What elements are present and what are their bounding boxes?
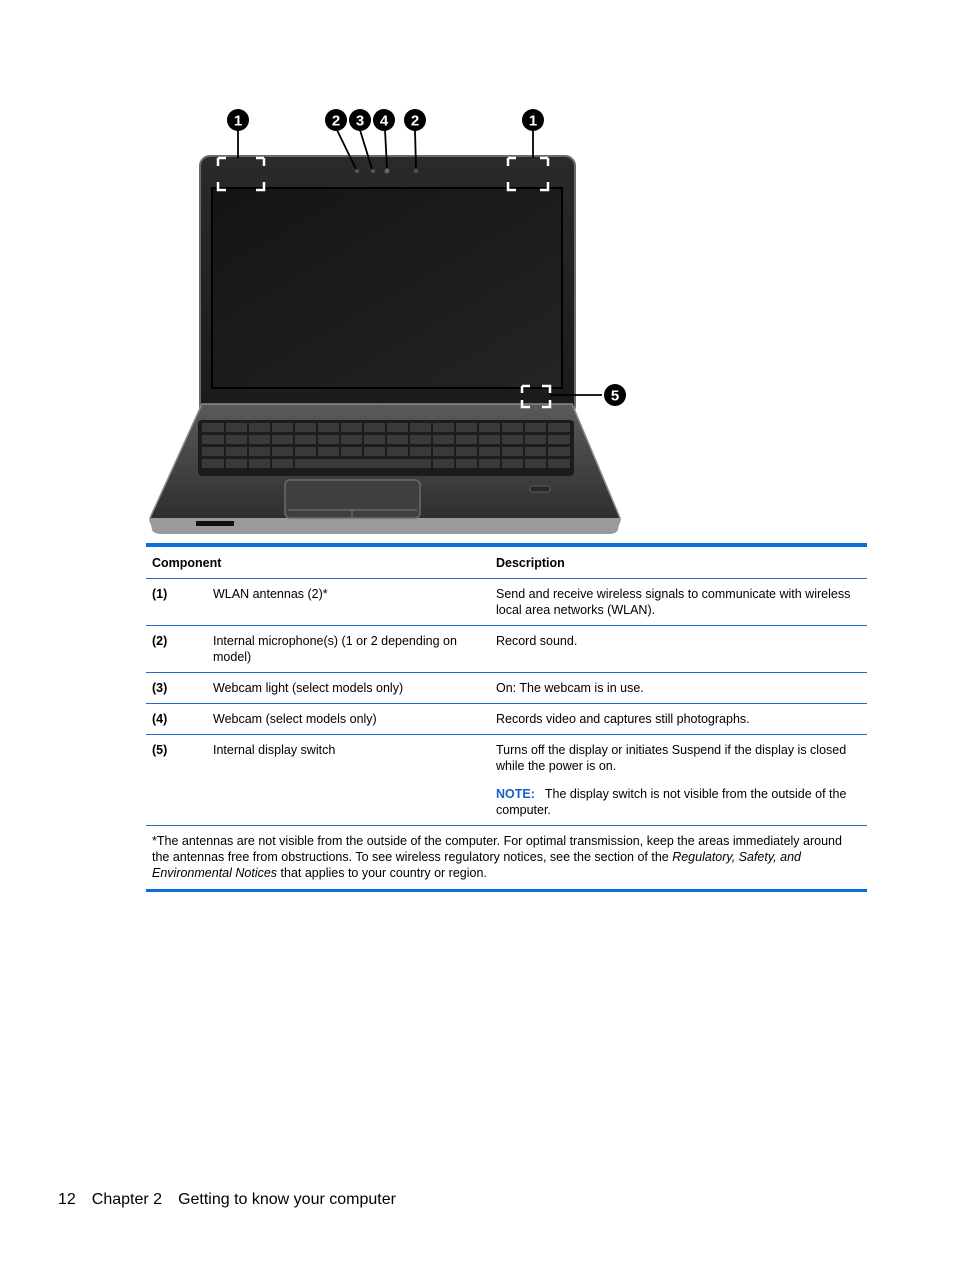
callout-5 xyxy=(604,384,626,406)
table-row xyxy=(146,626,867,673)
laptop-screen xyxy=(212,188,562,388)
laptop-illustration xyxy=(140,100,640,535)
svg-text:2: 2 xyxy=(331,112,341,130)
footnote-suffix: that applies to your country or region. xyxy=(277,866,487,880)
table-row xyxy=(146,735,867,826)
page-footer xyxy=(58,1191,412,1209)
chapter-label: Chapter 2 xyxy=(91,1191,163,1208)
footnote-row xyxy=(146,826,867,891)
callout-4 xyxy=(373,109,395,131)
fingerprint-reader xyxy=(530,486,550,492)
svg-text:1: 1 xyxy=(233,112,243,130)
row-description: Records video and captures still photographs. xyxy=(496,712,750,726)
page-number: 12 xyxy=(58,1191,76,1208)
note xyxy=(496,786,861,818)
callout-2-left xyxy=(325,109,347,131)
row-component: Webcam light (select models only) xyxy=(213,681,404,695)
row-description: Send and receive wireless signals to communicate with wireless local area networks (WLAN). xyxy=(496,587,851,617)
row-description-cell xyxy=(490,735,867,826)
row-number: (1) xyxy=(152,587,168,601)
row-number: (4) xyxy=(152,712,168,726)
table-header-row xyxy=(146,545,867,579)
svg-text:4: 4 xyxy=(379,112,389,130)
row-component: Webcam (select models only) xyxy=(213,712,377,726)
row-component: Internal microphone(s) (1 or 2 depending on model) xyxy=(213,634,457,664)
svg-text:2: 2 xyxy=(410,112,420,130)
row-description: Record sound. xyxy=(496,634,578,648)
svg-text:5: 5 xyxy=(610,387,620,405)
row-number: (5) xyxy=(152,743,168,757)
callout-1-right xyxy=(522,109,544,131)
callout-1-left xyxy=(227,109,249,131)
table-row xyxy=(146,673,867,704)
row-component: WLAN antennas (2)* xyxy=(213,587,328,601)
footnote-text: *The antennas are not visible from the outside of the computer. For optimal transmission, keep the areas immediately around the antennas free from obstructions. To see wireless regulatory notices, see the section of the xyxy=(152,834,842,864)
svg-text:1: 1 xyxy=(528,112,538,130)
svg-text:3: 3 xyxy=(355,112,365,130)
sd-slot xyxy=(196,521,234,526)
row-component: Internal display switch xyxy=(213,743,336,757)
row-description: On: The webcam is in use. xyxy=(496,681,644,695)
footnote xyxy=(146,826,867,891)
note-label: NOTE: xyxy=(496,787,535,801)
row-number: (2) xyxy=(152,634,168,648)
chapter-title: Getting to know your computer xyxy=(178,1191,396,1208)
component-table-wrapper xyxy=(146,543,867,892)
component-table xyxy=(146,543,867,892)
note-text: The display switch is not visible from the outside of the computer. xyxy=(496,787,847,817)
table-row xyxy=(146,704,867,735)
callout-2-right xyxy=(404,109,426,131)
header-component: Component xyxy=(152,556,222,570)
laptop-figure xyxy=(140,100,640,535)
row-number: (3) xyxy=(152,681,168,695)
callout-3 xyxy=(349,109,371,131)
header-description: Description xyxy=(496,556,565,570)
table-row xyxy=(146,579,867,626)
footnote-italic: Regulatory, Safety, and Environmental Notices xyxy=(152,850,801,880)
row-description: Turns off the display or initiates Suspend if the display is closed while the power is on. xyxy=(496,743,847,773)
